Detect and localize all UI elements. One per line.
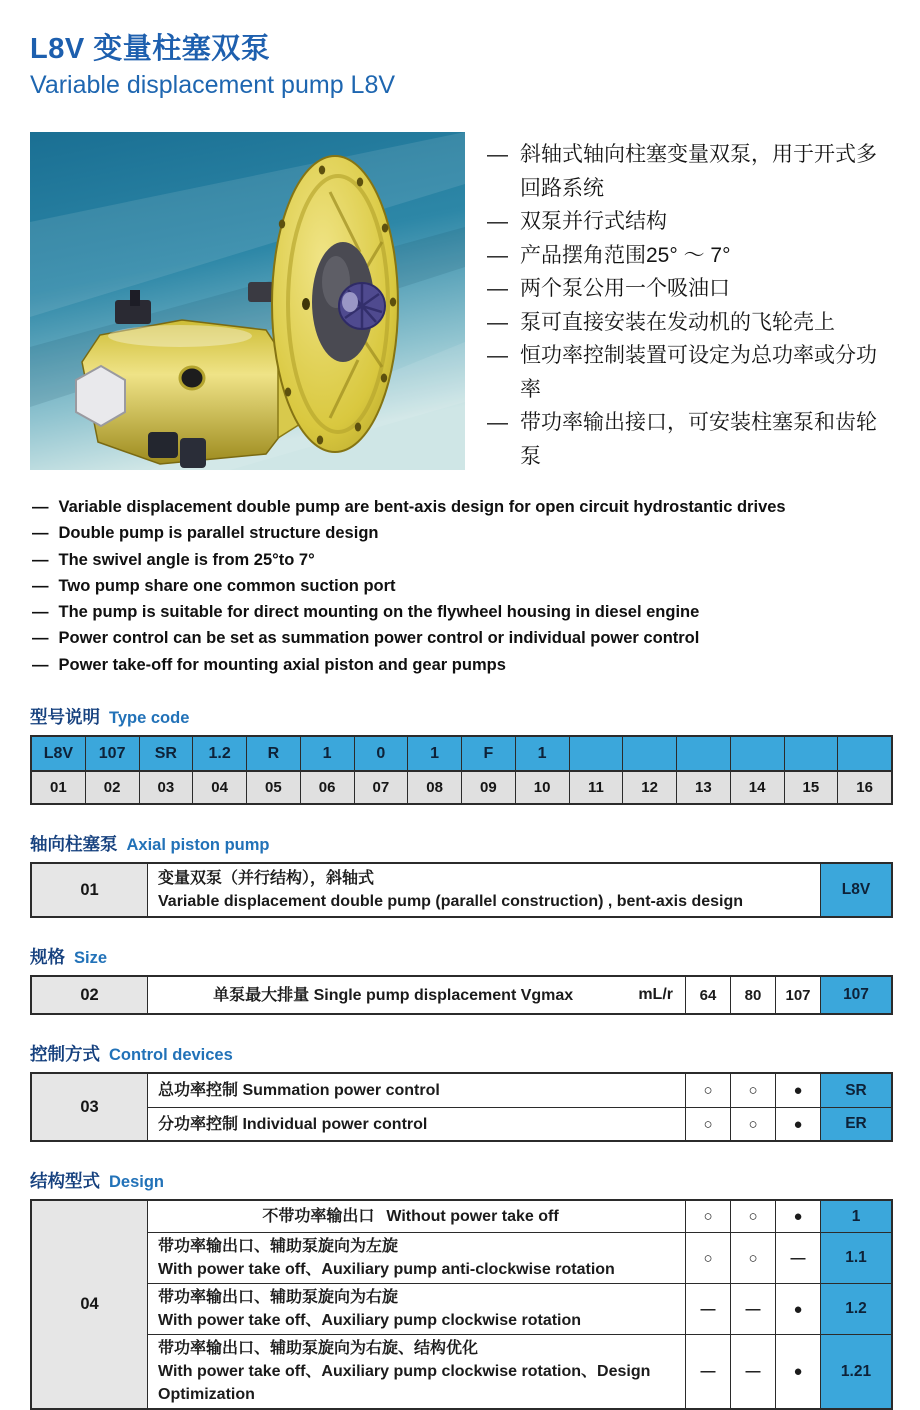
availability-mark: ○ [685, 1108, 730, 1140]
feature-cn-item [487, 138, 893, 205]
unit-label: mL/r [638, 986, 673, 1004]
dash: — [487, 277, 508, 300]
code-cell: 1.2 [820, 1284, 891, 1334]
type-code-cell: SR [139, 737, 193, 770]
position-cell: 10 [515, 772, 569, 803]
page-title-cn: L8V 变量柱塞双泵 [30, 33, 271, 65]
availability-mark: ● [775, 1074, 820, 1107]
availability-mark: — [775, 1233, 820, 1283]
description-cell [148, 1108, 685, 1140]
availability-mark: — [730, 1284, 775, 1334]
availability-mark: ○ [730, 1074, 775, 1107]
code-cell: 1 [820, 1201, 891, 1232]
position-cell: 04 [192, 772, 246, 803]
feature-cn-text: 产品摆角范围25° ～ 7° [520, 243, 731, 267]
position-cell: 05 [246, 772, 300, 803]
feature-en-item [32, 599, 893, 625]
feature-en-text: Power take-off for mounting axial piston and gear pumps [58, 655, 506, 674]
dash: — [487, 310, 508, 334]
type-code-cell: 1 [407, 737, 461, 770]
feature-cn-text: 斜轴式轴向柱塞变量双泵，用于开式多回路系统 [520, 143, 877, 200]
code-cell: L8V [820, 864, 891, 916]
availability-mark: — [685, 1335, 730, 1408]
row-number-cell: 04 [32, 1201, 147, 1408]
row-number-cell: 02 [32, 977, 147, 1013]
dash: — [32, 655, 49, 674]
design-row [148, 1334, 891, 1408]
position-cell: 11 [569, 772, 623, 803]
design-row [148, 1201, 891, 1232]
control-row [148, 1074, 891, 1107]
feature-en-text: The pump is suitable for direct mounting on the flywheel housing in diesel engine [58, 603, 700, 622]
dash: — [487, 411, 508, 434]
type-code-cell [569, 737, 623, 770]
type-code-cell [730, 737, 784, 770]
description-text: 单泵最大排量 Single pump displacement Vgmax [213, 986, 574, 1004]
position-cell: 09 [461, 772, 515, 803]
feature-en-text: Double pump is parallel structure design [58, 524, 379, 543]
feature-cn-item [487, 239, 893, 273]
code-cell: 107 [820, 977, 891, 1013]
availability-mark: ○ [730, 1233, 775, 1283]
availability-mark: ● [775, 1284, 820, 1334]
feature-en-text: Two pump share one common suction port [58, 576, 396, 595]
feature-en-item [32, 520, 893, 546]
dash: — [32, 576, 49, 595]
heading-en: Design [109, 1173, 165, 1192]
dash: — [32, 603, 49, 622]
feature-en-item [32, 547, 893, 573]
description-cell [148, 1233, 685, 1283]
feature-en-item [32, 573, 893, 599]
type-code-cell: 1 [300, 737, 354, 770]
section-heading-axial-pump [30, 831, 893, 856]
type-code-values-row [32, 737, 891, 770]
description-en: With power take off、Auxiliary pump clockwise rotation [158, 1312, 582, 1330]
design-table [30, 1199, 893, 1410]
size-option-cell: 80 [730, 977, 775, 1013]
page-title-en: Variable displacement pump L8V [30, 71, 396, 99]
heading-en: Size [74, 949, 108, 968]
size-option-cell: 107 [775, 977, 820, 1013]
availability-mark: ○ [730, 1108, 775, 1140]
description-cn: 变量双泵（并行结构），斜轴式 [158, 870, 375, 888]
heading-cn: 结构型式 [30, 1171, 100, 1192]
position-cell: 15 [784, 772, 838, 803]
description-cell [148, 1284, 685, 1334]
code-cell: 1.1 [820, 1233, 891, 1283]
type-code-cell: 1 [515, 737, 569, 770]
control-row [148, 1107, 891, 1140]
type-code-cell [837, 737, 891, 770]
size-table [30, 975, 893, 1015]
type-code-cell [676, 737, 730, 770]
heading-cn: 型号说明 [30, 707, 100, 728]
availability-mark: ○ [685, 1074, 730, 1107]
type-code-cell [784, 737, 838, 770]
feature-en-item [32, 494, 893, 520]
description-cell [148, 1335, 685, 1408]
type-code-cell [622, 737, 676, 770]
size-option-cell: 64 [685, 977, 730, 1013]
feature-cn-text: 泵可直接安装在发动机的飞轮壳上 [520, 310, 835, 334]
availability-mark: ● [775, 1108, 820, 1140]
availability-mark: ○ [685, 1233, 730, 1283]
heading-en: Control devices [109, 1046, 233, 1065]
feature-en-text: Power control can be set as summation power control or individual power control [58, 629, 700, 648]
pump-photo [30, 132, 465, 470]
feature-cn-item [487, 406, 893, 473]
availability-mark: — [730, 1335, 775, 1408]
dash: — [32, 524, 49, 543]
feature-en-text: Variable displacement double pump are bent-axis design for open circuit hydrostantic drives [58, 498, 786, 516]
section-heading-size [30, 944, 893, 969]
position-cell: 13 [676, 772, 730, 803]
heading-cn: 轴向柱塞泵 [30, 834, 118, 855]
dash: — [487, 210, 508, 233]
feature-cn-text: 两个泵公用一个吸油口 [520, 277, 730, 300]
row-number-cell: 01 [32, 864, 147, 916]
type-code-cell: 107 [85, 737, 139, 770]
availability-mark: ○ [730, 1201, 775, 1232]
type-code-cell: R [246, 737, 300, 770]
description-en: Variable displacement double pump (parallel construction) , bent-axis design [158, 893, 744, 911]
position-cell: 12 [622, 772, 676, 803]
position-cell: 03 [139, 772, 193, 803]
control-devices-table [30, 1072, 893, 1142]
feature-en-item [32, 625, 893, 651]
availability-mark: ● [775, 1201, 820, 1232]
description-cn: 带功率输出口、辅助泵旋向为右旋 [158, 1289, 399, 1307]
features-cn-list [487, 138, 893, 473]
position-cell: 07 [354, 772, 408, 803]
feature-cn-item [487, 205, 893, 239]
code-cell: SR [820, 1074, 891, 1107]
feature-cn-text: 带功率输出接口，可安装柱塞泵和齿轮泵 [520, 411, 877, 468]
feature-en-text: The swivel angle is from 25°to 7° [58, 550, 315, 569]
feature-en-item [32, 652, 893, 678]
description-cell [148, 977, 638, 1013]
feature-cn-text: 恒功率控制装置可设定为总功率或分功率 [520, 344, 877, 401]
description-text: 总功率控制 Summation power control [158, 1082, 440, 1100]
axial-pump-table [30, 862, 893, 918]
description-cn: 不带功率输出口 [262, 1208, 375, 1226]
position-cell: 02 [85, 772, 139, 803]
code-cell: ER [820, 1108, 891, 1140]
hero-section [30, 132, 893, 473]
type-code-cell: 0 [354, 737, 408, 770]
type-code-positions-row [32, 770, 891, 803]
features-en-list [32, 494, 893, 678]
description-text: 分功率控制 Individual power control [158, 1115, 428, 1133]
position-cell: 06 [300, 772, 354, 803]
heading-en: Type code [109, 709, 190, 728]
heading-cn: 控制方式 [30, 1044, 100, 1065]
row-number-cell: 03 [32, 1074, 147, 1140]
feature-cn-text: 双泵并行式结构 [520, 210, 667, 233]
availability-mark: ○ [685, 1201, 730, 1232]
section-heading-control [30, 1041, 893, 1066]
availability-mark: — [685, 1284, 730, 1334]
dash: — [487, 143, 508, 166]
description-en: With power take off、Auxiliary pump anti-clockwise rotation [158, 1261, 615, 1279]
design-row [148, 1232, 891, 1283]
section-heading-design [30, 1168, 893, 1193]
section-heading-type-code [30, 704, 893, 729]
dash: — [32, 629, 49, 648]
dash: — [32, 550, 49, 569]
dash: — [32, 498, 49, 516]
description-cell [148, 1201, 685, 1232]
position-cell: 16 [837, 772, 891, 803]
position-cell: 08 [407, 772, 461, 803]
position-cell: 14 [730, 772, 784, 803]
description-cn: 带功率输出口、辅助泵旋向为左旋 [158, 1238, 399, 1256]
feature-cn-item [487, 339, 893, 406]
type-code-cell: F [461, 737, 515, 770]
feature-cn-item [487, 272, 893, 306]
description-cn: 带功率输出口、辅助泵旋向为右旋、结构优化 [158, 1340, 479, 1358]
type-code-table [30, 735, 893, 805]
description-en: Without power take off [386, 1208, 559, 1226]
heading-en: Axial piston pump [126, 836, 270, 855]
description-en: With power take off、Auxiliary pump clockwise rotation、Design Optimization [158, 1363, 651, 1404]
code-cell: 1.21 [820, 1335, 891, 1408]
description-cell [148, 1074, 685, 1107]
description-cell [148, 864, 820, 916]
dash: — [487, 344, 508, 367]
position-cell: 01 [32, 772, 85, 803]
feature-cn-item [487, 306, 893, 340]
heading-cn: 规格 [30, 947, 65, 968]
availability-mark: ● [775, 1335, 820, 1408]
dash: — [487, 243, 508, 267]
pump-image [30, 132, 465, 470]
design-row [148, 1283, 891, 1334]
type-code-cell: 1.2 [192, 737, 246, 770]
type-code-cell: L8V [32, 737, 85, 770]
